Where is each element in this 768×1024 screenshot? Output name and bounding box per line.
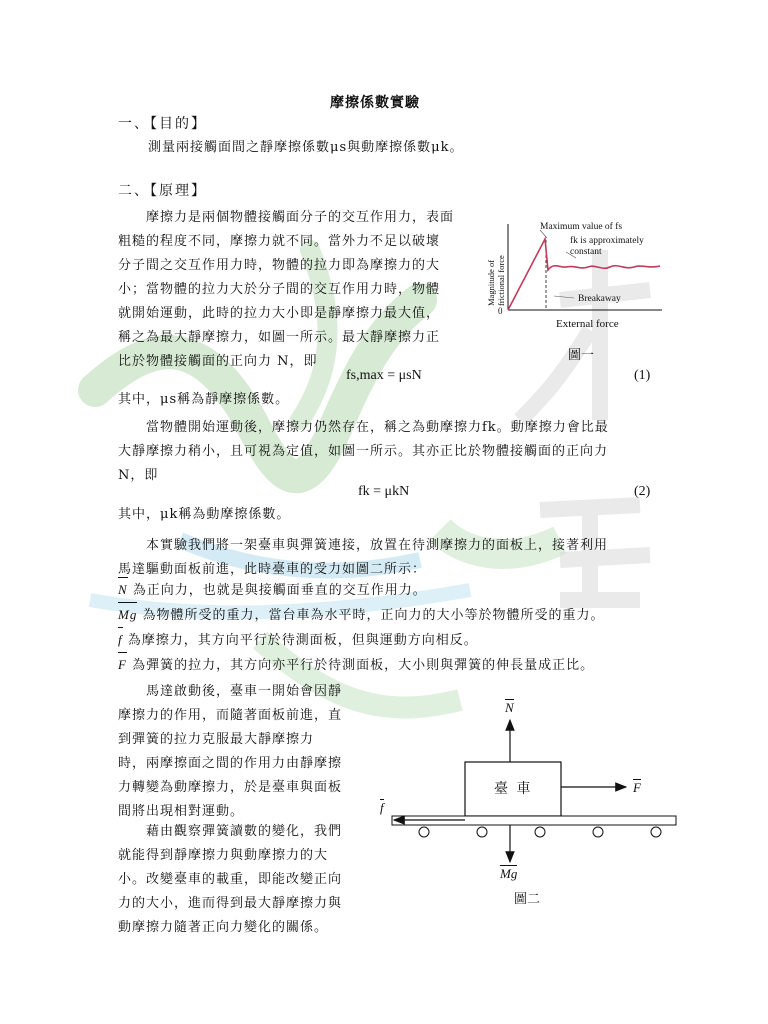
text-line: 就能得到靜摩擦力與動摩擦力的大 [118, 848, 329, 863]
force-text: 為正向力，也就是與接觸面垂直的交互作用力。 [127, 583, 427, 598]
origin-label: 0 [498, 306, 503, 316]
text-line: 分子間之交互作用力時，物體的拉力即為摩擦力的大 [118, 258, 441, 273]
principle-paragraph-1 [118, 206, 488, 374]
label-F [633, 780, 641, 796]
text-line: 當物體開始運動後，摩擦力仍然存在，稱之為動摩擦力fk。動摩擦力會比最 [146, 420, 609, 435]
text-line: 時，兩摩擦面之間的作用力由靜摩擦 [118, 756, 343, 771]
text-line: 藉由觀察彈簧讀數的變化，我們 [146, 824, 343, 839]
roller [651, 827, 661, 837]
label-f [380, 800, 384, 816]
text-line: 馬達驅動面板前進，此時臺車的受力如圖二所示： [118, 562, 427, 577]
symbol-f: f [118, 628, 123, 652]
document-title: 摩擦係數實驗 [330, 95, 420, 111]
y-axis-label [442, 217, 506, 306]
principle-paragraph-4 [118, 680, 368, 824]
text-line: N，即 [118, 468, 159, 483]
annotation-kinetic-1: fk is approximately [570, 236, 644, 246]
equation-2-number: (2) [634, 484, 651, 499]
force-text: 為物體所受的重力，當台車為水平時，正向力的大小等於物體所受的重力。 [137, 608, 605, 623]
force-item-normal [118, 578, 678, 603]
principle-paragraph-3 [118, 534, 658, 582]
figure1-caption: 圖一 [568, 348, 595, 363]
text-line: 小；當物體的拉力大於分子間的交互作用力時，物體 [118, 282, 441, 297]
principle-paragraph-5 [118, 820, 368, 940]
y-axis-label-line1: Magnitude of [486, 259, 496, 306]
text-line: 小。改變臺車的載重，即能改變正向 [118, 872, 343, 887]
equation-1: fs,max = μsN [346, 368, 422, 383]
text-line: 比於物體接觸面的正向力 N，即 [118, 354, 318, 369]
symbol-N: N [118, 578, 128, 602]
roller [477, 827, 487, 837]
text-line: 稱之為最大靜摩擦力，如圖一所示。最大靜摩擦力正 [118, 330, 441, 345]
force-list [118, 578, 678, 678]
leader-breakaway [554, 296, 574, 298]
vector-F: F [633, 780, 641, 795]
text-line: 就開始運動，此時的拉力大小即是靜摩擦力最大值， [118, 306, 441, 321]
text-line: 力的大小，進而得到最大靜摩擦力與 [118, 896, 343, 911]
annotation-kinetic-2: constant [570, 247, 602, 257]
purpose-text: 測量兩接觸面間之靜摩擦係數μs與動摩擦係數μk。 [148, 140, 464, 155]
force-text: 為彈簧的拉力，其方向亦平行於待測面板，大小則與彈簧的伸長量成正比。 [126, 658, 595, 673]
force-item-gravity [118, 603, 678, 628]
symbol-Mg: Mg [118, 603, 137, 627]
text-line: 力轉變為動摩擦力，於是臺車與面板 [118, 780, 343, 795]
text-line: 本實驗我們將一架臺車與彈簧連接，放置在待測摩擦力的面板上，接著利用 [146, 538, 609, 553]
equation-1-number: (1) [634, 368, 651, 383]
section-heading-purpose: 一、【目的】 [118, 116, 207, 132]
text-line: 到彈簧的拉力克服最大靜摩擦力 [118, 732, 315, 747]
label-N [505, 700, 514, 716]
roller [593, 827, 603, 837]
text-line: 摩擦力是兩個物體接觸面分子的交互作用力，表面 [146, 210, 455, 225]
force-item-spring [118, 653, 678, 678]
text-line: 摩擦力的作用，而隨著面板前進，直 [118, 708, 343, 723]
principle-paragraph-2 [118, 416, 658, 488]
roller [535, 827, 545, 837]
roller [419, 827, 429, 837]
cart-label: 臺 車 [494, 781, 533, 797]
text-line: 馬達啟動後，臺車一開始會因靜 [146, 684, 343, 699]
text-line: 粗糙的程度不同，摩擦力就不同。當外力不足以破壞 [118, 234, 441, 249]
vector-N: N [505, 700, 514, 715]
annotation-breakaway: Breakaway [578, 294, 621, 304]
text-line: 間將出現相對運動。 [118, 804, 245, 819]
equation-2-note: 其中，μk稱為動摩擦係數。 [118, 507, 291, 522]
force-item-friction [118, 628, 678, 653]
section-heading-principle: 二、【原理】 [118, 183, 207, 199]
force-text: 為摩擦力，其方向平行於待測面板，但與運動方向相反。 [122, 633, 478, 648]
y-axis-label-line2: frictional force [496, 255, 506, 306]
text-line: 大靜摩擦力稍小，且可視為定值，如圖一所示。其亦正比於物體接觸面的正向力 [118, 444, 609, 459]
symbol-F: F [118, 653, 127, 677]
vector-Mg: Mg [500, 866, 518, 881]
figure2-caption: 圖二 [514, 892, 541, 907]
label-Mg [500, 866, 517, 882]
equation-1-note: 其中，μs稱為靜摩擦係數。 [118, 392, 290, 407]
x-axis-label: External force [556, 318, 619, 330]
vector-f: f [380, 800, 384, 815]
text-line: 動摩擦力隨著正向力變化的關係。 [118, 920, 329, 935]
annotation-max-static: Maximum value of fs [540, 222, 623, 232]
equation-2: fk = μkN [358, 484, 410, 499]
